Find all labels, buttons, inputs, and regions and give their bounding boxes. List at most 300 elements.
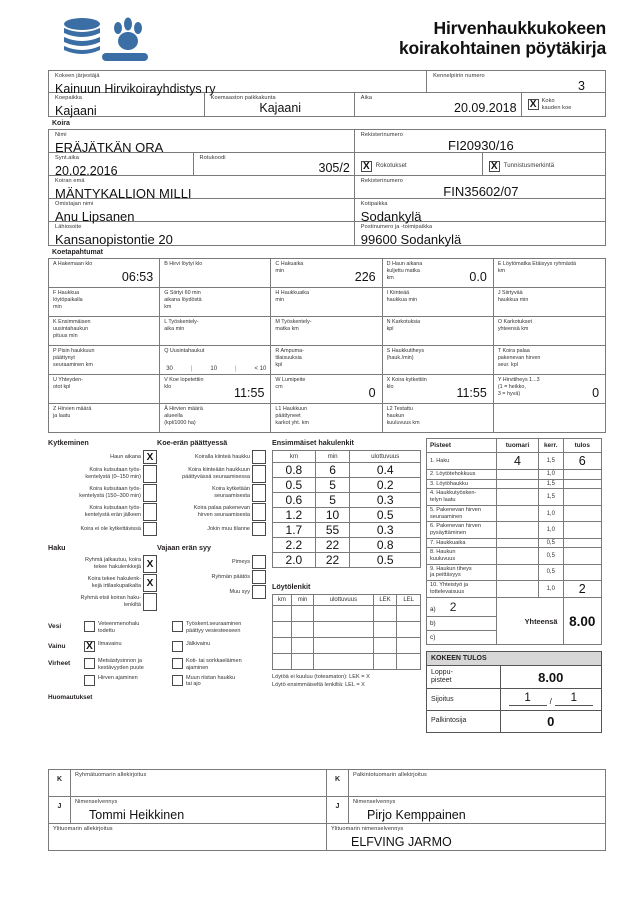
events-grid-row [49, 259, 605, 288]
rank-value: 1 [509, 692, 547, 706]
date-field[interactable] [355, 93, 522, 116]
events-cell-value: 0 [592, 386, 600, 400]
terrain-value: Kajaani [259, 100, 302, 115]
table-row[interactable] [273, 606, 421, 622]
events-cell[interactable] [383, 404, 494, 432]
table-cell[interactable] [273, 638, 292, 654]
pisteet-result[interactable]: 6 [563, 453, 602, 470]
pisteet-judge-score[interactable] [497, 581, 539, 598]
events-cell-label: J Siirtyvää haukkua min [497, 290, 529, 304]
pisteet-judge-score[interactable]: 4 [497, 453, 539, 470]
breedcode-label: Rotukoodi [199, 155, 226, 161]
checkbox-row[interactable] [157, 522, 266, 536]
column-header: LEK [373, 595, 397, 606]
events-cell[interactable] [494, 288, 605, 316]
place-field[interactable] [49, 93, 205, 116]
loytolenkit-heading: Löytölenkit [272, 582, 311, 591]
table-cell[interactable]: 0.5 [273, 478, 316, 493]
table-cell[interactable]: 10 [315, 508, 350, 523]
table-row[interactable] [273, 538, 421, 553]
district-label: Kennelpiirin numero [433, 73, 485, 79]
organizer-field[interactable] [49, 71, 427, 96]
checkbox[interactable] [252, 465, 266, 483]
page-header [0, 0, 640, 70]
events-cell-label: K Ensimmäisen uusintahaukun pituus min [53, 319, 91, 340]
prize-judge-signature[interactable] [349, 770, 605, 796]
events-cell-label: L2 Testattu haukun kuuluvuus km [386, 406, 420, 427]
events-cell[interactable] [494, 346, 605, 374]
checkbox[interactable]: X [143, 555, 157, 573]
pisteet-subrow[interactable] [427, 598, 602, 617]
pisteet-judge-score[interactable] [497, 548, 539, 564]
owner-field[interactable] [49, 199, 355, 224]
checkbox-label: Koira kutsutaan työs- kentelystä (0–150 min) [85, 467, 141, 480]
group-judge-name: Tommi Heikkinen [89, 807, 185, 822]
checkbox-label: Koira palaa pakenevan hirven seuraamisesta [193, 505, 250, 518]
pisteet-sub-label[interactable]: a) 2 [427, 598, 497, 617]
table-cell[interactable]: 0.3 [350, 493, 421, 508]
checkbox-row[interactable] [48, 450, 157, 464]
prize-value: 0 [500, 710, 602, 732]
chief-judge-name-field[interactable] [327, 824, 605, 850]
dog-reg-field[interactable] [355, 130, 605, 152]
pisteet-result[interactable]: 2 [563, 581, 602, 598]
events-grid [48, 258, 606, 433]
column-header: ulottuvuus [314, 595, 373, 606]
pisteet-result[interactable] [563, 505, 602, 521]
table-cell[interactable] [273, 606, 292, 622]
total-value: 8.00 [563, 598, 602, 645]
vaccination-field[interactable] [355, 153, 483, 175]
pisteet-multiplier: 1,5 [539, 489, 564, 505]
pisteet-result[interactable] [563, 538, 602, 548]
events-cell[interactable] [49, 404, 160, 432]
events-cell[interactable] [271, 375, 382, 403]
table-row[interactable] [273, 493, 421, 508]
pisteet-sub-label[interactable]: b) [427, 617, 497, 631]
events-cell[interactable] [271, 288, 382, 316]
table-cell[interactable] [397, 622, 421, 638]
table-row[interactable] [273, 523, 421, 538]
events-cell-label: C Hakuaika min [275, 261, 304, 275]
table-cell[interactable] [291, 654, 313, 670]
scoring-column [421, 438, 602, 733]
pisteet-multiplier: 0,5 [539, 548, 564, 564]
table-cell[interactable] [291, 638, 313, 654]
vainu-item-2[interactable] [172, 641, 260, 652]
virheet-text-4: Muun riistan haukku tai ajo [186, 674, 236, 688]
checkbox-row[interactable] [157, 465, 266, 483]
postal-value: 99600 Sodankylä [360, 231, 462, 247]
checkbox-row[interactable] [48, 465, 157, 483]
checkbox-label: Koira tekee hakulenk- kejä irtilaskupaikalta [87, 576, 141, 589]
table-row[interactable] [273, 622, 421, 638]
table-row[interactable] [273, 463, 421, 478]
events-cell[interactable] [160, 404, 271, 432]
table-cell[interactable] [291, 622, 313, 638]
virheet-item-1[interactable] [84, 658, 144, 672]
events-cell-label: B Hirvi löytyi klo [164, 261, 203, 267]
column-header: min [291, 595, 313, 606]
rank-separator: / [549, 696, 552, 706]
checkbox[interactable] [143, 522, 157, 536]
events-cell-label: O Karkotukset yhteensä km [497, 319, 532, 333]
checkbox-row[interactable] [48, 574, 157, 592]
events-cell[interactable] [160, 288, 271, 316]
events-cell[interactable] [160, 346, 271, 374]
checkbox-row[interactable] [157, 570, 266, 584]
checkbox-label: Koiralla kiinteä haukku [194, 453, 250, 460]
address-field[interactable] [49, 222, 355, 245]
birth-value: 20.02.2016 [55, 163, 118, 178]
table-cell[interactable] [373, 606, 397, 622]
ensimmaiset-table [272, 450, 421, 568]
vainu-item-1[interactable] [84, 641, 172, 652]
table-cell[interactable]: 55 [315, 523, 350, 538]
virheet-checkbox-2[interactable] [84, 675, 95, 686]
pisteet-criterion: 9. Haukun tiheys ja peittävyys [427, 564, 497, 580]
address-label: Lähiosoite [55, 224, 82, 230]
checkbox-label: Koira kutsutaan työs- kentelystä erän jälkeen [84, 505, 141, 518]
table-cell[interactable] [273, 654, 292, 670]
vajaan-heading: Vajaan erän syy [157, 543, 211, 552]
checkbox[interactable] [252, 450, 266, 464]
ident-field[interactable] [483, 153, 605, 175]
events-cell[interactable] [49, 317, 160, 345]
pisteet-result[interactable] [563, 489, 602, 505]
final-points-label: Loppu- pisteet [427, 666, 501, 689]
virheet-checkbox-4[interactable] [172, 675, 183, 686]
pisteet-multiplier: 1,5 [539, 479, 564, 489]
checkbox[interactable] [143, 503, 157, 521]
dam-field[interactable] [49, 176, 355, 201]
owner-label: Omistajan nimi [55, 201, 94, 207]
pisteet-judge-score[interactable] [497, 522, 539, 538]
table-cell[interactable]: 0.5 [350, 508, 421, 523]
checkbox-label: Ryhmä etsii koiran haku- lenkiltä [80, 595, 141, 608]
events-cell[interactable] [494, 404, 605, 432]
group-judge-name-field[interactable] [71, 797, 326, 823]
checkbox-label: Muu syy [229, 588, 250, 595]
table-cell[interactable]: 5 [315, 478, 350, 493]
virheet-row [48, 658, 266, 689]
pisteet-judge-score[interactable] [497, 470, 539, 480]
table-cell[interactable] [291, 606, 313, 622]
loytolenkit-note-1: Löytöä ei kuuluu (toteamaton): LEK = X [272, 674, 370, 680]
checkbox-row[interactable] [48, 522, 157, 536]
pisteet-judge-score[interactable] [497, 538, 539, 548]
checkbox[interactable]: X [143, 574, 157, 592]
pisteet-row[interactable] [427, 581, 602, 598]
chief-sign-label: Ylituomarin allekirjoitus [53, 825, 113, 832]
table-cell[interactable] [314, 654, 373, 670]
checkbox[interactable] [252, 570, 266, 584]
pisteet-row[interactable] [427, 489, 602, 505]
table-row[interactable] [273, 478, 421, 493]
ident-label: Tunnistusmerkintä [503, 162, 555, 169]
loytolenkit-table [272, 594, 421, 670]
checkbox[interactable] [252, 503, 266, 521]
virheet-label: Virheet [48, 659, 71, 667]
events-cell[interactable] [160, 259, 271, 287]
events-cell-label: W Lumipeite cm [275, 377, 306, 391]
pisteet-multiplier: 1,0 [539, 505, 564, 521]
table-cell[interactable]: 1.2 [273, 508, 316, 523]
pisteet-multiplier: 0,5 [539, 538, 564, 548]
pisteet-criterion: 6. Pakenevan hirven pysäyttäminen [427, 522, 497, 538]
events-cell[interactable] [49, 346, 160, 374]
organizer-value: Kainuun Hirvikoirayhdistys ry [55, 81, 216, 96]
table-row[interactable] [273, 553, 421, 568]
pisteet-result[interactable] [563, 548, 602, 564]
table-header-row [273, 451, 421, 463]
table-row[interactable] [273, 508, 421, 523]
pisteet-multiplier: 1,0 [539, 581, 564, 598]
table-cell[interactable] [373, 622, 397, 638]
events-cell-label: X Koira kytkettiin klo [386, 377, 427, 391]
pisteet-judge-score[interactable] [497, 505, 539, 521]
checkbox-row[interactable] [157, 484, 266, 502]
events-cell-label: L1 Haukkuun päättyneet karkot yht. km [275, 406, 309, 427]
table-cell[interactable] [373, 638, 397, 654]
table-cell[interactable]: 0.3 [350, 523, 421, 538]
postal-field[interactable] [355, 222, 605, 245]
events-cell-label: I Kiinteää haukkua min [386, 290, 418, 304]
checkbox[interactable] [252, 522, 266, 536]
pisteet-row[interactable] [427, 522, 602, 538]
pisteet-criterion: 2. Löytötehokkuus [427, 470, 497, 480]
table-cell[interactable]: 0.4 [350, 463, 421, 478]
checkbox-row[interactable] [48, 593, 157, 611]
vesi-checkbox-1[interactable] [84, 621, 95, 632]
table-cell[interactable]: 0.6 [273, 493, 316, 508]
district-field[interactable] [427, 71, 605, 92]
tables-column [266, 438, 421, 733]
loytolenkit-note-2: Löytö ensimmäiseltä lenkiltä: LEL = X [272, 682, 365, 689]
events-cell[interactable] [49, 259, 160, 287]
pisteet-judge-score[interactable] [497, 479, 539, 489]
events-cell[interactable] [383, 375, 494, 403]
checkbox[interactable] [252, 484, 266, 502]
vainu-row [48, 641, 266, 652]
virheet-item-3[interactable] [172, 658, 242, 672]
events-cell[interactable] [383, 346, 494, 374]
column-header: km [273, 451, 316, 463]
table-cell[interactable]: 1.7 [273, 523, 316, 538]
checkbox-row[interactable] [157, 503, 266, 521]
rank-value-cell[interactable] [500, 689, 602, 711]
prize-clarify-label: Nimenselvennys [353, 798, 396, 805]
events-cell[interactable] [271, 404, 382, 432]
virheet-checkbox-1[interactable] [84, 658, 95, 669]
table-cell[interactable] [314, 606, 373, 622]
haku-heading: Haku [48, 543, 66, 552]
ident-checkbox[interactable]: X [489, 161, 500, 172]
table-cell[interactable] [314, 622, 373, 638]
pisteet-row[interactable] [427, 470, 602, 480]
events-grid-row [49, 404, 605, 433]
table-cell[interactable]: 6 [315, 463, 350, 478]
events-cell-label: Y Hirvitiheys 1...3 (1 = heikko, 3 = hyvä) [497, 377, 540, 398]
table-cell[interactable] [397, 638, 421, 654]
vesi-item-1[interactable] [84, 621, 172, 635]
table-cell[interactable]: 0.8 [350, 538, 421, 553]
checkbox-column [48, 438, 266, 733]
pisteet-judge-score[interactable] [497, 564, 539, 580]
group-judge-signature[interactable] [71, 770, 326, 796]
vainu-checkbox-2[interactable] [172, 641, 183, 652]
pisteet-criterion: 3. Löytöhaukku [427, 479, 497, 489]
checkbox[interactable] [252, 555, 266, 569]
group-judge-key: K [49, 770, 71, 796]
events-cell-label: H Haukkuaika min [275, 290, 309, 304]
events-cell[interactable] [383, 259, 494, 287]
season-checkbox[interactable]: X [528, 99, 539, 110]
table-cell[interactable]: 22 [315, 538, 350, 553]
vesi-row [48, 621, 266, 635]
events-cell-value: 0 [368, 386, 376, 400]
vesi-item-2[interactable] [172, 621, 260, 635]
table-cell[interactable] [314, 638, 373, 654]
dam-value: MÄNTYKALLION MILLI [55, 185, 192, 201]
pisteet-column-header: kerr. [539, 439, 564, 453]
table-cell[interactable]: 5 [315, 493, 350, 508]
title-line-2: koirakohtainen pöytäkirja [398, 38, 606, 58]
table-cell[interactable]: 22 [315, 553, 350, 568]
column-header: ulottuvuus [350, 451, 421, 463]
vaccination-checkbox[interactable]: X [361, 161, 372, 172]
pisteet-sub-label[interactable]: c) [427, 631, 497, 645]
pisteet-result[interactable] [563, 470, 602, 480]
pisteet-judge-score[interactable] [497, 489, 539, 505]
events-cell-label: Q Uusintahaukut [164, 348, 205, 354]
chief-judge-signature[interactable] [49, 824, 327, 850]
checkbox-row[interactable] [157, 450, 266, 464]
events-cell-label: Z Hirvien määrä ja laatu [53, 406, 92, 420]
group-clarify-label: Nimenselvennys [75, 798, 118, 805]
events-cell-label: E Löytömatka Etäisyys ryhmästä km [497, 261, 577, 275]
total-label: Yhteensä [497, 598, 564, 645]
dam-reg-field[interactable] [355, 176, 605, 198]
table-cell[interactable] [397, 654, 421, 670]
pisteet-row[interactable] [427, 548, 602, 564]
home-label: Kotipaikka [360, 201, 388, 207]
huomautukset-label: Huomautukset [48, 694, 93, 702]
pisteet-result[interactable] [563, 522, 602, 538]
table-cell[interactable] [373, 654, 397, 670]
prize-judge-name-field[interactable] [349, 797, 605, 823]
pisteet-multiplier: 1,0 [539, 522, 564, 538]
pisteet-column-header: tuomari [497, 439, 539, 453]
breedcode-field[interactable] [194, 153, 355, 175]
events-cell[interactable] [271, 259, 382, 287]
checkbox-label: Haun aikana [110, 453, 141, 460]
events-grid-row [49, 317, 605, 346]
koe-eran-heading: Koe-erän päättyessä [157, 438, 228, 447]
events-cell-label: S Haukkutiheys (hauk./min) [386, 348, 425, 362]
events-cell[interactable] [494, 259, 605, 287]
pisteet-result[interactable] [563, 479, 602, 489]
table-cell[interactable]: 2.2 [273, 538, 316, 553]
pisteet-row[interactable] [427, 564, 602, 580]
pisteet-row[interactable] [427, 538, 602, 548]
terrain-field[interactable] [205, 93, 355, 116]
date-label: Aika [360, 95, 373, 101]
virheet-checkbox-3[interactable] [172, 658, 183, 669]
group-name-key: J [49, 797, 71, 823]
table-row[interactable] [273, 638, 421, 654]
prize-label: Palkintosija [427, 710, 501, 732]
table-cell[interactable] [273, 622, 292, 638]
vajaan-group [157, 543, 266, 612]
checkbox[interactable]: X [143, 450, 157, 464]
events-cell[interactable] [271, 317, 382, 345]
table-cell[interactable]: 0.5 [350, 553, 421, 568]
pisteet-criterion: 7. Haukkuaika [427, 538, 497, 548]
season-field[interactable] [522, 93, 605, 116]
table-cell[interactable]: 0.8 [273, 463, 316, 478]
vesi-checkbox-2[interactable] [172, 621, 183, 632]
dog-name-field[interactable] [49, 130, 355, 155]
checkbox-row[interactable] [157, 585, 266, 599]
home-field[interactable] [355, 199, 605, 224]
events-cell[interactable] [494, 317, 605, 345]
group-judge-label: Ryhmätuomarin allekirjoitus [75, 771, 147, 778]
events-cell[interactable] [383, 317, 494, 345]
checkbox-row[interactable] [48, 555, 157, 573]
virheet-item-4[interactable] [172, 675, 235, 689]
checkbox[interactable] [143, 465, 157, 483]
events-cell[interactable] [383, 288, 494, 316]
checkbox-row[interactable] [48, 484, 157, 502]
pisteet-row[interactable] [427, 505, 602, 521]
virheet-item-2[interactable] [84, 675, 138, 686]
owner-value: Anu Lipsanen [55, 208, 135, 224]
events-cell[interactable] [160, 375, 271, 403]
checkbox[interactable] [143, 593, 157, 611]
table-row[interactable] [273, 654, 421, 670]
birth-field[interactable] [49, 153, 194, 178]
events-cell[interactable] [271, 346, 382, 374]
result-heading: KOKEEN TULOS [427, 652, 602, 666]
home-value: Sodankylä [360, 208, 422, 224]
events-cell[interactable] [49, 375, 160, 403]
dog-info-block [48, 129, 606, 246]
pisteet-criterion: 1. Haku [427, 453, 497, 470]
events-cell[interactable] [160, 317, 271, 345]
table-cell[interactable]: 0.2 [350, 478, 421, 493]
page-title [399, 19, 606, 58]
checkbox[interactable] [143, 484, 157, 502]
database-paw-logo [58, 14, 154, 64]
table-cell[interactable] [397, 606, 421, 622]
vainu-label: Vainu [48, 642, 66, 650]
events-grid-row [49, 346, 605, 375]
pisteet-row[interactable] [427, 453, 602, 470]
vainu-checkbox-1[interactable]: X [84, 641, 95, 652]
pisteet-result[interactable] [563, 564, 602, 580]
events-cell[interactable] [49, 288, 160, 316]
checkbox-row[interactable] [48, 503, 157, 521]
checkbox-row[interactable] [157, 555, 266, 569]
table-cell[interactable]: 2.0 [273, 553, 316, 568]
events-cell-label: V Koe lopetettiin klo [164, 377, 204, 391]
checkbox[interactable] [252, 585, 266, 599]
events-cell[interactable] [494, 375, 605, 403]
pisteet-row[interactable] [427, 479, 602, 489]
postal-label: Postinumero ja -toimipaikka [360, 224, 433, 230]
breedcode-value: 305/2 [318, 160, 350, 175]
